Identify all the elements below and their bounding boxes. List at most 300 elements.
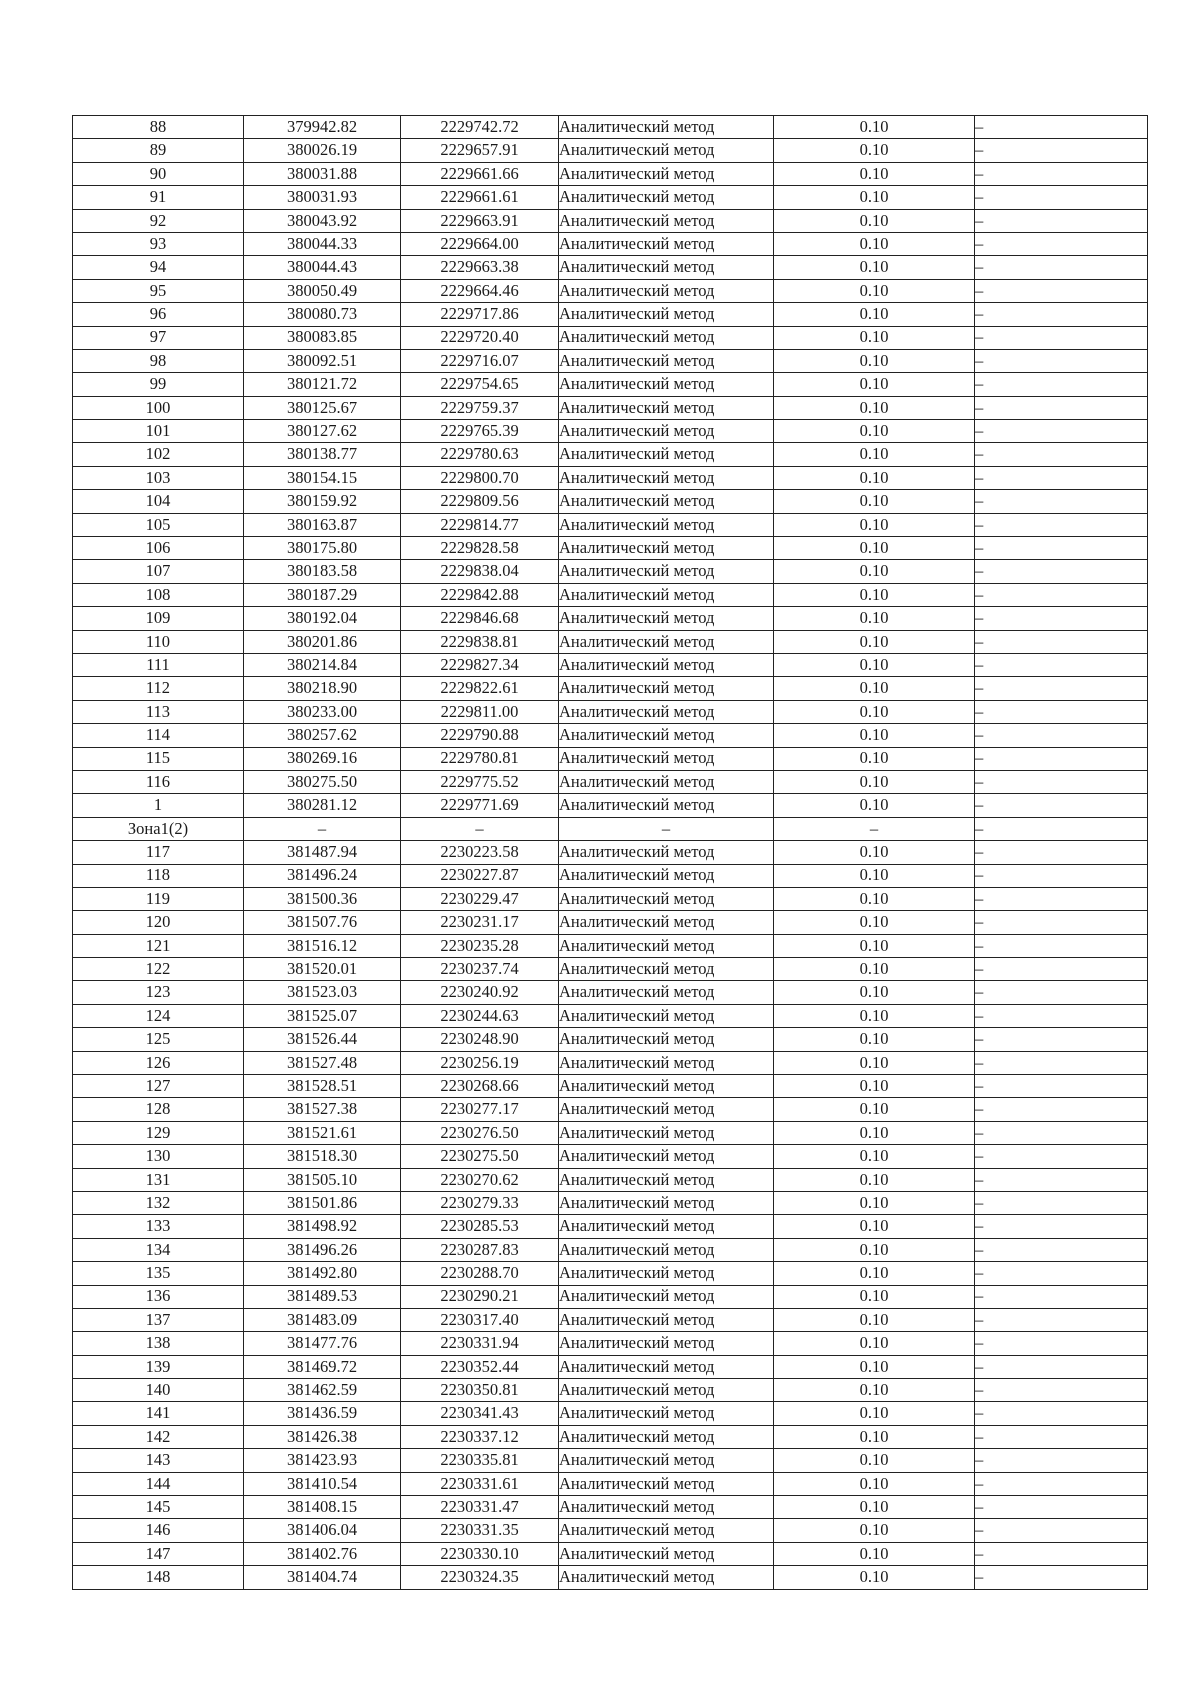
- description-cell: –: [975, 162, 1148, 185]
- description-cell: –: [975, 303, 1148, 326]
- description-cell: –: [975, 1308, 1148, 1331]
- x-coordinate-cell: 380043.92: [244, 209, 401, 232]
- description-cell: –: [975, 256, 1148, 279]
- x-coordinate-cell: 380031.93: [244, 186, 401, 209]
- accuracy-cell: 0.10: [774, 1145, 975, 1168]
- x-coordinate-cell: 381516.12: [244, 934, 401, 957]
- method-cell: Аналитический метод: [559, 420, 774, 443]
- accuracy-cell: 0.10: [774, 864, 975, 887]
- point-number-cell: 91: [73, 186, 244, 209]
- x-coordinate-cell: 381526.44: [244, 1028, 401, 1051]
- point-number-cell: 98: [73, 349, 244, 372]
- description-cell: –: [975, 1355, 1148, 1378]
- method-cell: Аналитический метод: [559, 326, 774, 349]
- accuracy-cell: 0.10: [774, 981, 975, 1004]
- x-coordinate-cell: 380281.12: [244, 794, 401, 817]
- x-coordinate-cell: 380214.84: [244, 653, 401, 676]
- description-cell: –: [975, 537, 1148, 560]
- y-coordinate-cell: 2230285.53: [401, 1215, 559, 1238]
- table-row: [73, 1566, 1148, 1589]
- table-row: [73, 1262, 1148, 1285]
- accuracy-cell: 0.10: [774, 724, 975, 747]
- point-number-cell: 88: [73, 116, 244, 139]
- description-cell: –: [975, 1238, 1148, 1261]
- accuracy-cell: 0.10: [774, 1285, 975, 1308]
- description-cell: –: [975, 116, 1148, 139]
- point-number-cell: 108: [73, 583, 244, 606]
- description-cell: –: [975, 1215, 1148, 1238]
- x-coordinate-cell: 380183.58: [244, 560, 401, 583]
- x-coordinate-cell: 381527.48: [244, 1051, 401, 1074]
- accuracy-cell: 0.10: [774, 537, 975, 560]
- description-cell: –: [975, 373, 1148, 396]
- y-coordinate-cell: 2230248.90: [401, 1028, 559, 1051]
- table-row: [73, 1402, 1148, 1425]
- x-coordinate-cell: 380092.51: [244, 349, 401, 372]
- table-row: [73, 396, 1148, 419]
- point-number-cell: 140: [73, 1379, 244, 1402]
- point-number-cell: 127: [73, 1075, 244, 1098]
- x-coordinate-cell: 380201.86: [244, 630, 401, 653]
- y-coordinate-cell: 2229664.46: [401, 279, 559, 302]
- x-coordinate-cell: 381507.76: [244, 911, 401, 934]
- point-number-cell: 133: [73, 1215, 244, 1238]
- description-cell: –: [975, 630, 1148, 653]
- y-coordinate-cell: 2229780.81: [401, 747, 559, 770]
- method-cell: Аналитический метод: [559, 887, 774, 910]
- x-coordinate-cell: 380026.19: [244, 139, 401, 162]
- y-coordinate-cell: 2230229.47: [401, 887, 559, 910]
- point-number-cell: 102: [73, 443, 244, 466]
- description-cell: –: [975, 1191, 1148, 1214]
- point-number-cell: 144: [73, 1472, 244, 1495]
- accuracy-cell: 0.10: [774, 1191, 975, 1214]
- accuracy-cell: 0.10: [774, 466, 975, 489]
- accuracy-cell: 0.10: [774, 911, 975, 934]
- x-coordinate-cell: 381521.61: [244, 1121, 401, 1144]
- point-number-cell: 118: [73, 864, 244, 887]
- y-coordinate-cell: 2230341.43: [401, 1402, 559, 1425]
- description-cell: –: [975, 1449, 1148, 1472]
- method-cell: Аналитический метод: [559, 466, 774, 489]
- x-coordinate-cell: 380083.85: [244, 326, 401, 349]
- accuracy-cell: 0.10: [774, 1238, 975, 1261]
- method-cell: Аналитический метод: [559, 1028, 774, 1051]
- y-coordinate-cell: 2229716.07: [401, 349, 559, 372]
- table-row: [73, 373, 1148, 396]
- table-row: [73, 1098, 1148, 1121]
- y-coordinate-cell: 2230277.17: [401, 1098, 559, 1121]
- accuracy-cell: 0.10: [774, 630, 975, 653]
- method-cell: Аналитический метод: [559, 653, 774, 676]
- point-number-cell: 119: [73, 887, 244, 910]
- accuracy-cell: 0.10: [774, 513, 975, 536]
- description-cell: –: [975, 911, 1148, 934]
- accuracy-cell: 0.10: [774, 349, 975, 372]
- y-coordinate-cell: 2229814.77: [401, 513, 559, 536]
- y-coordinate-cell: 2230275.50: [401, 1145, 559, 1168]
- method-cell: Аналитический метод: [559, 1145, 774, 1168]
- point-number-cell: 122: [73, 958, 244, 981]
- x-coordinate-cell: 380175.80: [244, 537, 401, 560]
- method-cell: Аналитический метод: [559, 490, 774, 513]
- description-cell: –: [975, 139, 1148, 162]
- method-cell: Аналитический метод: [559, 1168, 774, 1191]
- description-cell: –: [975, 186, 1148, 209]
- description-cell: –: [975, 583, 1148, 606]
- method-cell: Аналитический метод: [559, 1121, 774, 1144]
- table-row: [73, 1332, 1148, 1355]
- y-coordinate-cell: 2230288.70: [401, 1262, 559, 1285]
- method-cell: Аналитический метод: [559, 256, 774, 279]
- method-cell: Аналитический метод: [559, 770, 774, 793]
- description-cell: –: [975, 326, 1148, 349]
- point-number-cell: 94: [73, 256, 244, 279]
- table-row: [73, 1215, 1148, 1238]
- point-number-cell: 110: [73, 630, 244, 653]
- accuracy-cell: 0.10: [774, 1379, 975, 1402]
- point-number-cell: 101: [73, 420, 244, 443]
- accuracy-cell: 0.10: [774, 677, 975, 700]
- x-coordinate-cell: 380187.29: [244, 583, 401, 606]
- x-coordinate-cell: 381469.72: [244, 1355, 401, 1378]
- method-cell: Аналитический метод: [559, 139, 774, 162]
- point-number-cell: 124: [73, 1004, 244, 1027]
- table-row: [73, 303, 1148, 326]
- description-cell: –: [975, 1519, 1148, 1542]
- point-number-cell: 117: [73, 841, 244, 864]
- x-coordinate-cell: 381483.09: [244, 1308, 401, 1331]
- accuracy-cell: 0.10: [774, 1519, 975, 1542]
- description-cell: –: [975, 1168, 1148, 1191]
- description-cell: –: [975, 420, 1148, 443]
- table-row: [73, 1308, 1148, 1331]
- coordinates-table: [72, 115, 1148, 1590]
- x-coordinate-cell: 381500.36: [244, 887, 401, 910]
- description-cell: –: [975, 1425, 1148, 1448]
- method-cell: Аналитический метод: [559, 958, 774, 981]
- x-coordinate-cell: 381518.30: [244, 1145, 401, 1168]
- accuracy-cell: 0.10: [774, 887, 975, 910]
- method-cell: Аналитический метод: [559, 1496, 774, 1519]
- method-cell: Аналитический метод: [559, 232, 774, 255]
- x-coordinate-cell: 380125.67: [244, 396, 401, 419]
- method-cell: Аналитический метод: [559, 443, 774, 466]
- point-number-cell: 116: [73, 770, 244, 793]
- y-coordinate-cell: 2229822.61: [401, 677, 559, 700]
- point-number-cell: 123: [73, 981, 244, 1004]
- y-coordinate-cell: 2229790.88: [401, 724, 559, 747]
- y-coordinate-cell: 2230240.92: [401, 981, 559, 1004]
- accuracy-cell: 0.10: [774, 1566, 975, 1589]
- method-cell: Аналитический метод: [559, 373, 774, 396]
- y-coordinate-cell: 2229663.91: [401, 209, 559, 232]
- method-cell: Аналитический метод: [559, 209, 774, 232]
- y-coordinate-cell: 2229720.40: [401, 326, 559, 349]
- y-coordinate-cell: 2230317.40: [401, 1308, 559, 1331]
- description-cell: –: [975, 747, 1148, 770]
- coordinates-table-body: [73, 116, 1148, 1590]
- table-row: [73, 1449, 1148, 1472]
- y-coordinate-cell: 2229663.38: [401, 256, 559, 279]
- point-number-cell: 113: [73, 700, 244, 723]
- point-number-cell: 125: [73, 1028, 244, 1051]
- y-coordinate-cell: 2230331.94: [401, 1332, 559, 1355]
- description-cell: –: [975, 1566, 1148, 1589]
- x-coordinate-cell: 381487.94: [244, 841, 401, 864]
- point-number-cell: 95: [73, 279, 244, 302]
- point-number-cell: 141: [73, 1402, 244, 1425]
- table-row: [73, 1238, 1148, 1261]
- accuracy-cell: 0.10: [774, 1542, 975, 1565]
- x-coordinate-cell: 381423.93: [244, 1449, 401, 1472]
- y-coordinate-cell: 2229838.81: [401, 630, 559, 653]
- x-coordinate-cell: 380269.16: [244, 747, 401, 770]
- y-coordinate-cell: 2229717.86: [401, 303, 559, 326]
- point-number-cell: Зона1(2): [73, 817, 244, 840]
- method-cell: Аналитический метод: [559, 630, 774, 653]
- table-row: [73, 864, 1148, 887]
- point-number-cell: 138: [73, 1332, 244, 1355]
- point-number-cell: 96: [73, 303, 244, 326]
- x-coordinate-cell: 380154.15: [244, 466, 401, 489]
- table-row: [73, 1028, 1148, 1051]
- method-cell: Аналитический метод: [559, 1238, 774, 1261]
- point-number-cell: 89: [73, 139, 244, 162]
- x-coordinate-cell: 381523.03: [244, 981, 401, 1004]
- table-row: [73, 724, 1148, 747]
- table-row: [73, 1425, 1148, 1448]
- table-row: [73, 794, 1148, 817]
- y-coordinate-cell: 2230352.44: [401, 1355, 559, 1378]
- description-cell: –: [975, 209, 1148, 232]
- table-row: [73, 443, 1148, 466]
- table-row: [73, 116, 1148, 139]
- point-number-cell: 136: [73, 1285, 244, 1308]
- accuracy-cell: 0.10: [774, 1472, 975, 1495]
- table-row: [73, 841, 1148, 864]
- method-cell: Аналитический метод: [559, 1425, 774, 1448]
- y-coordinate-cell: 2230235.28: [401, 934, 559, 957]
- method-cell: Аналитический метод: [559, 186, 774, 209]
- description-cell: –: [975, 513, 1148, 536]
- table-row: [73, 256, 1148, 279]
- y-coordinate-cell: 2229809.56: [401, 490, 559, 513]
- description-cell: –: [975, 934, 1148, 957]
- y-coordinate-cell: 2230244.63: [401, 1004, 559, 1027]
- description-cell: –: [975, 1542, 1148, 1565]
- accuracy-cell: 0.10: [774, 443, 975, 466]
- accuracy-cell: 0.10: [774, 162, 975, 185]
- x-coordinate-cell: 381505.10: [244, 1168, 401, 1191]
- point-number-cell: 105: [73, 513, 244, 536]
- x-coordinate-cell: 381496.26: [244, 1238, 401, 1261]
- method-cell: Аналитический метод: [559, 794, 774, 817]
- description-cell: –: [975, 1121, 1148, 1144]
- x-coordinate-cell: 381528.51: [244, 1075, 401, 1098]
- method-cell: Аналитический метод: [559, 981, 774, 1004]
- y-coordinate-cell: 2229664.00: [401, 232, 559, 255]
- table-row: [73, 209, 1148, 232]
- point-number-cell: 100: [73, 396, 244, 419]
- accuracy-cell: 0.10: [774, 139, 975, 162]
- description-cell: –: [975, 1285, 1148, 1308]
- point-number-cell: 99: [73, 373, 244, 396]
- table-row: [73, 1472, 1148, 1495]
- y-coordinate-cell: 2230331.35: [401, 1519, 559, 1542]
- table-row: [73, 981, 1148, 1004]
- description-cell: –: [975, 607, 1148, 630]
- point-number-cell: 109: [73, 607, 244, 630]
- point-number-cell: 135: [73, 1262, 244, 1285]
- point-number-cell: 106: [73, 537, 244, 560]
- point-number-cell: 134: [73, 1238, 244, 1261]
- table-row: [73, 1121, 1148, 1144]
- description-cell: –: [975, 887, 1148, 910]
- point-number-cell: 112: [73, 677, 244, 700]
- table-row: [73, 770, 1148, 793]
- description-cell: –: [975, 794, 1148, 817]
- accuracy-cell: 0.10: [774, 653, 975, 676]
- accuracy-cell: 0.10: [774, 186, 975, 209]
- description-cell: –: [975, 700, 1148, 723]
- x-coordinate-cell: 381501.86: [244, 1191, 401, 1214]
- x-coordinate-cell: 381410.54: [244, 1472, 401, 1495]
- description-cell: –: [975, 490, 1148, 513]
- y-coordinate-cell: 2230324.35: [401, 1566, 559, 1589]
- y-coordinate-cell: 2229661.66: [401, 162, 559, 185]
- y-coordinate-cell: 2230223.58: [401, 841, 559, 864]
- method-cell: Аналитический метод: [559, 1075, 774, 1098]
- accuracy-cell: 0.10: [774, 958, 975, 981]
- x-coordinate-cell: 381527.38: [244, 1098, 401, 1121]
- point-number-cell: 107: [73, 560, 244, 583]
- description-cell: –: [975, 1472, 1148, 1495]
- x-coordinate-cell: 381492.80: [244, 1262, 401, 1285]
- accuracy-cell: 0.10: [774, 373, 975, 396]
- point-number-cell: 104: [73, 490, 244, 513]
- accuracy-cell: 0.10: [774, 279, 975, 302]
- method-cell: Аналитический метод: [559, 349, 774, 372]
- point-number-cell: 129: [73, 1121, 244, 1144]
- method-cell: Аналитический метод: [559, 724, 774, 747]
- y-coordinate-cell: 2230237.74: [401, 958, 559, 981]
- method-cell: Аналитический метод: [559, 396, 774, 419]
- y-coordinate-cell: 2230256.19: [401, 1051, 559, 1074]
- description-cell: –: [975, 560, 1148, 583]
- method-cell: Аналитический метод: [559, 279, 774, 302]
- point-number-cell: 115: [73, 747, 244, 770]
- description-cell: –: [975, 841, 1148, 864]
- accuracy-cell: 0.10: [774, 1051, 975, 1074]
- accuracy-cell: 0.10: [774, 1098, 975, 1121]
- point-number-cell: 121: [73, 934, 244, 957]
- x-coordinate-cell: 380044.43: [244, 256, 401, 279]
- y-coordinate-cell: 2230227.87: [401, 864, 559, 887]
- y-coordinate-cell: 2229657.91: [401, 139, 559, 162]
- point-number-cell: 90: [73, 162, 244, 185]
- description-cell: –: [975, 396, 1148, 419]
- y-coordinate-cell: –: [401, 817, 559, 840]
- table-row: [73, 162, 1148, 185]
- y-coordinate-cell: 2229661.61: [401, 186, 559, 209]
- x-coordinate-cell: 381462.59: [244, 1379, 401, 1402]
- method-cell: Аналитический метод: [559, 607, 774, 630]
- method-cell: Аналитический метод: [559, 537, 774, 560]
- method-cell: Аналитический метод: [559, 1355, 774, 1378]
- x-coordinate-cell: 381402.76: [244, 1542, 401, 1565]
- y-coordinate-cell: 2230270.62: [401, 1168, 559, 1191]
- point-number-cell: 137: [73, 1308, 244, 1331]
- method-cell: Аналитический метод: [559, 1215, 774, 1238]
- point-number-cell: 142: [73, 1425, 244, 1448]
- y-coordinate-cell: 2230268.66: [401, 1075, 559, 1098]
- description-cell: –: [975, 1332, 1148, 1355]
- table-row: [73, 1145, 1148, 1168]
- accuracy-cell: 0.10: [774, 256, 975, 279]
- point-number-cell: 148: [73, 1566, 244, 1589]
- table-row: [73, 1191, 1148, 1214]
- description-cell: –: [975, 1402, 1148, 1425]
- x-coordinate-cell: 381477.76: [244, 1332, 401, 1355]
- description-cell: –: [975, 817, 1148, 840]
- y-coordinate-cell: 2230331.47: [401, 1496, 559, 1519]
- accuracy-cell: 0.10: [774, 1121, 975, 1144]
- method-cell: Аналитический метод: [559, 864, 774, 887]
- description-cell: –: [975, 1262, 1148, 1285]
- y-coordinate-cell: 2230335.81: [401, 1449, 559, 1472]
- accuracy-cell: 0.10: [774, 560, 975, 583]
- method-cell: Аналитический метод: [559, 303, 774, 326]
- point-number-cell: 147: [73, 1542, 244, 1565]
- point-number-cell: 145: [73, 1496, 244, 1519]
- description-cell: –: [975, 1004, 1148, 1027]
- y-coordinate-cell: 2229754.65: [401, 373, 559, 396]
- table-row: [73, 232, 1148, 255]
- y-coordinate-cell: 2229759.37: [401, 396, 559, 419]
- description-cell: –: [975, 724, 1148, 747]
- table-row: [73, 630, 1148, 653]
- point-number-cell: 120: [73, 911, 244, 934]
- description-cell: –: [975, 1075, 1148, 1098]
- y-coordinate-cell: 2229842.88: [401, 583, 559, 606]
- accuracy-cell: 0.10: [774, 1355, 975, 1378]
- description-cell: –: [975, 653, 1148, 676]
- method-cell: Аналитический метод: [559, 841, 774, 864]
- point-number-cell: 128: [73, 1098, 244, 1121]
- description-cell: –: [975, 443, 1148, 466]
- table-row: [73, 700, 1148, 723]
- point-number-cell: 126: [73, 1051, 244, 1074]
- method-cell: Аналитический метод: [559, 1191, 774, 1214]
- description-cell: –: [975, 1379, 1148, 1402]
- method-cell: Аналитический метод: [559, 583, 774, 606]
- x-coordinate-cell: 380044.33: [244, 232, 401, 255]
- accuracy-cell: 0.10: [774, 841, 975, 864]
- x-coordinate-cell: 379942.82: [244, 116, 401, 139]
- x-coordinate-cell: 381426.38: [244, 1425, 401, 1448]
- accuracy-cell: 0.10: [774, 770, 975, 793]
- description-cell: –: [975, 864, 1148, 887]
- description-cell: –: [975, 770, 1148, 793]
- y-coordinate-cell: 2229800.70: [401, 466, 559, 489]
- x-coordinate-cell: 380257.62: [244, 724, 401, 747]
- method-cell: Аналитический метод: [559, 677, 774, 700]
- description-cell: –: [975, 1028, 1148, 1051]
- accuracy-cell: 0.10: [774, 1308, 975, 1331]
- x-coordinate-cell: 381525.07: [244, 1004, 401, 1027]
- table-row: [73, 1355, 1148, 1378]
